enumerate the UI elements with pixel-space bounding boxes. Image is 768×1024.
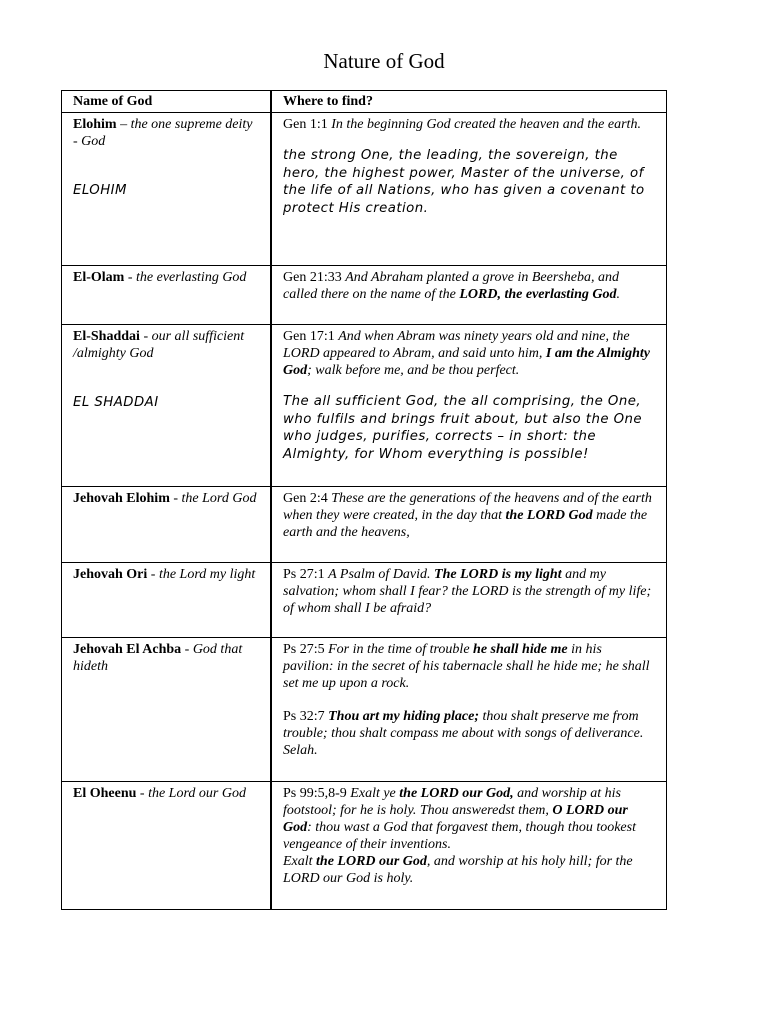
verse-reference: Gen 21:33 xyxy=(283,270,342,285)
god-name: Jehovah Ori xyxy=(73,567,148,582)
name-cell xyxy=(62,325,272,487)
name-cell xyxy=(62,113,272,266)
reference-cell xyxy=(271,487,667,563)
handwritten-name: EL SHADDAI xyxy=(73,395,159,410)
verse-reference: Gen 17:1 xyxy=(283,329,335,344)
verse-part: Exalt ye xyxy=(350,786,400,801)
table-row xyxy=(62,563,667,638)
name-cell xyxy=(62,782,272,910)
separator: - xyxy=(124,270,137,285)
verse-text xyxy=(283,567,651,616)
table-header-row xyxy=(62,91,667,113)
verse-part: in his pavilion: in the secret of his tabernacle shall he hide me; he shall set me up upon a rock. xyxy=(283,642,650,691)
reference-cell xyxy=(271,325,667,487)
verse-emphasis: the LORD God xyxy=(505,508,593,523)
verse-text xyxy=(283,491,652,540)
verse-part: A Psalm of David. xyxy=(328,567,435,582)
table-row xyxy=(62,266,667,325)
separator: - xyxy=(136,786,149,801)
name-cell xyxy=(62,266,272,325)
header-name-of-god: Name of God xyxy=(62,91,272,113)
page-title: Nature of God xyxy=(323,49,445,73)
verse-emphasis: he shall hide me xyxy=(473,642,568,657)
reference-cell xyxy=(271,563,667,638)
verse-reference: Gen 2:4 xyxy=(283,491,328,506)
separator: - xyxy=(139,329,152,344)
verse-part: thou shalt preserve me from trouble; thou shalt compass me about with songs of deliverance. Selah. xyxy=(283,709,644,758)
table-row xyxy=(62,782,667,910)
verse-part: These are the generations of the heavens and of the earth when they were created, in the day that xyxy=(283,491,652,523)
god-description: the everlasting God xyxy=(136,270,247,285)
god-name: El-Olam xyxy=(73,270,125,285)
god-description: the Lord my light xyxy=(158,567,256,582)
verse-part: ; walk before me, and be thou perfect. xyxy=(307,363,520,378)
god-name: Jehovah El Achba xyxy=(73,642,182,657)
handwritten-note: The all sufficient God, the all comprising, the One, who fulfils and brings fruit about, but also the One who judges, purifies, corrects – in short: the Almighty, for Whom everything is possible! xyxy=(283,394,643,462)
god-description: the Lord our God xyxy=(148,786,246,801)
verse-text xyxy=(283,786,636,886)
verse-part: Exalt xyxy=(283,854,317,869)
verse-part: , and worship at his holy hill; for the LORD our God is holy. xyxy=(283,854,633,886)
reference-cell xyxy=(271,638,667,782)
verse-emphasis: I am the Almighty God xyxy=(283,346,650,378)
table-row xyxy=(62,113,667,266)
verse-part: And Abraham planted a grove in Beersheba, and called there on the name of the xyxy=(283,270,619,302)
verse-part: made the earth and the heavens, xyxy=(283,508,648,540)
name-cell xyxy=(62,638,272,782)
verse-emphasis: LORD, the everlasting God xyxy=(459,287,617,302)
separator: - xyxy=(169,491,182,506)
god-name: Elohim xyxy=(73,117,117,132)
reference-cell xyxy=(271,266,667,325)
verse-emphasis: O LORD our God xyxy=(283,803,628,835)
god-name: Jehovah Elohim xyxy=(73,491,170,506)
verse-reference: Ps 32:7 xyxy=(283,709,325,724)
separator: - xyxy=(181,642,193,657)
god-description: the Lord God xyxy=(181,491,257,506)
verse-emphasis: The LORD is my light xyxy=(434,567,562,582)
separator: - xyxy=(147,567,159,582)
god-description: our all sufficient /almighty God xyxy=(73,329,245,361)
verse-part: For in the time of trouble xyxy=(328,642,474,657)
separator: – xyxy=(116,117,131,132)
name-cell xyxy=(62,487,272,563)
verse-emphasis: Thou art my hiding place; xyxy=(328,709,480,724)
verse-text: In the beginning God created the heaven and the earth. xyxy=(331,117,641,132)
god-name: El-Shaddai xyxy=(73,329,140,344)
verse-reference: Ps 27:5 xyxy=(283,642,325,657)
god-description: the one supreme deity - God xyxy=(73,117,253,149)
verse-reference: Ps 27:1 xyxy=(283,567,325,582)
verse-reference: Gen 1:1 xyxy=(283,117,328,132)
verse-emphasis: the LORD our God xyxy=(316,854,427,869)
reference-cell xyxy=(271,113,667,266)
handwritten-name: ELOHIM xyxy=(73,183,127,198)
verse-part: . xyxy=(616,287,620,302)
verse-text xyxy=(283,329,650,378)
verse-part: and worship at his footstool; for he is holy. Thou answeredst them, xyxy=(283,786,621,818)
god-name: El Oheenu xyxy=(73,786,137,801)
verse-reference: Ps 99:5,8-9 xyxy=(283,786,347,801)
verse-text xyxy=(283,642,650,691)
verse-emphasis: the LORD our God, xyxy=(399,786,514,801)
table-row xyxy=(62,638,667,782)
header-where-to-find: Where to find? xyxy=(271,91,667,113)
verse-text xyxy=(283,709,643,758)
table-row xyxy=(62,487,667,563)
name-cell xyxy=(62,563,272,638)
reference-cell xyxy=(271,782,667,910)
handwritten-note: the strong One, the leading, the sovereign, the hero, the highest power, Master of the universe, of the life of all Nations, who has given a covenant to protect His creation. xyxy=(283,148,645,216)
verse-part: : thou wast a God that forgavest them, though thou tookest vengeance of their inventions. xyxy=(283,820,636,852)
names-of-god-table xyxy=(61,90,667,910)
verse-part: and my salvation; whom shall I fear? the LORD is the strength of my life; of whom shall I be afraid? xyxy=(283,567,652,616)
table-row xyxy=(62,325,667,487)
god-description: God that hideth xyxy=(73,642,243,674)
verse-part: And when Abram was ninety years old and nine, the LORD appeared to Abram, and said unto him, xyxy=(283,329,630,361)
